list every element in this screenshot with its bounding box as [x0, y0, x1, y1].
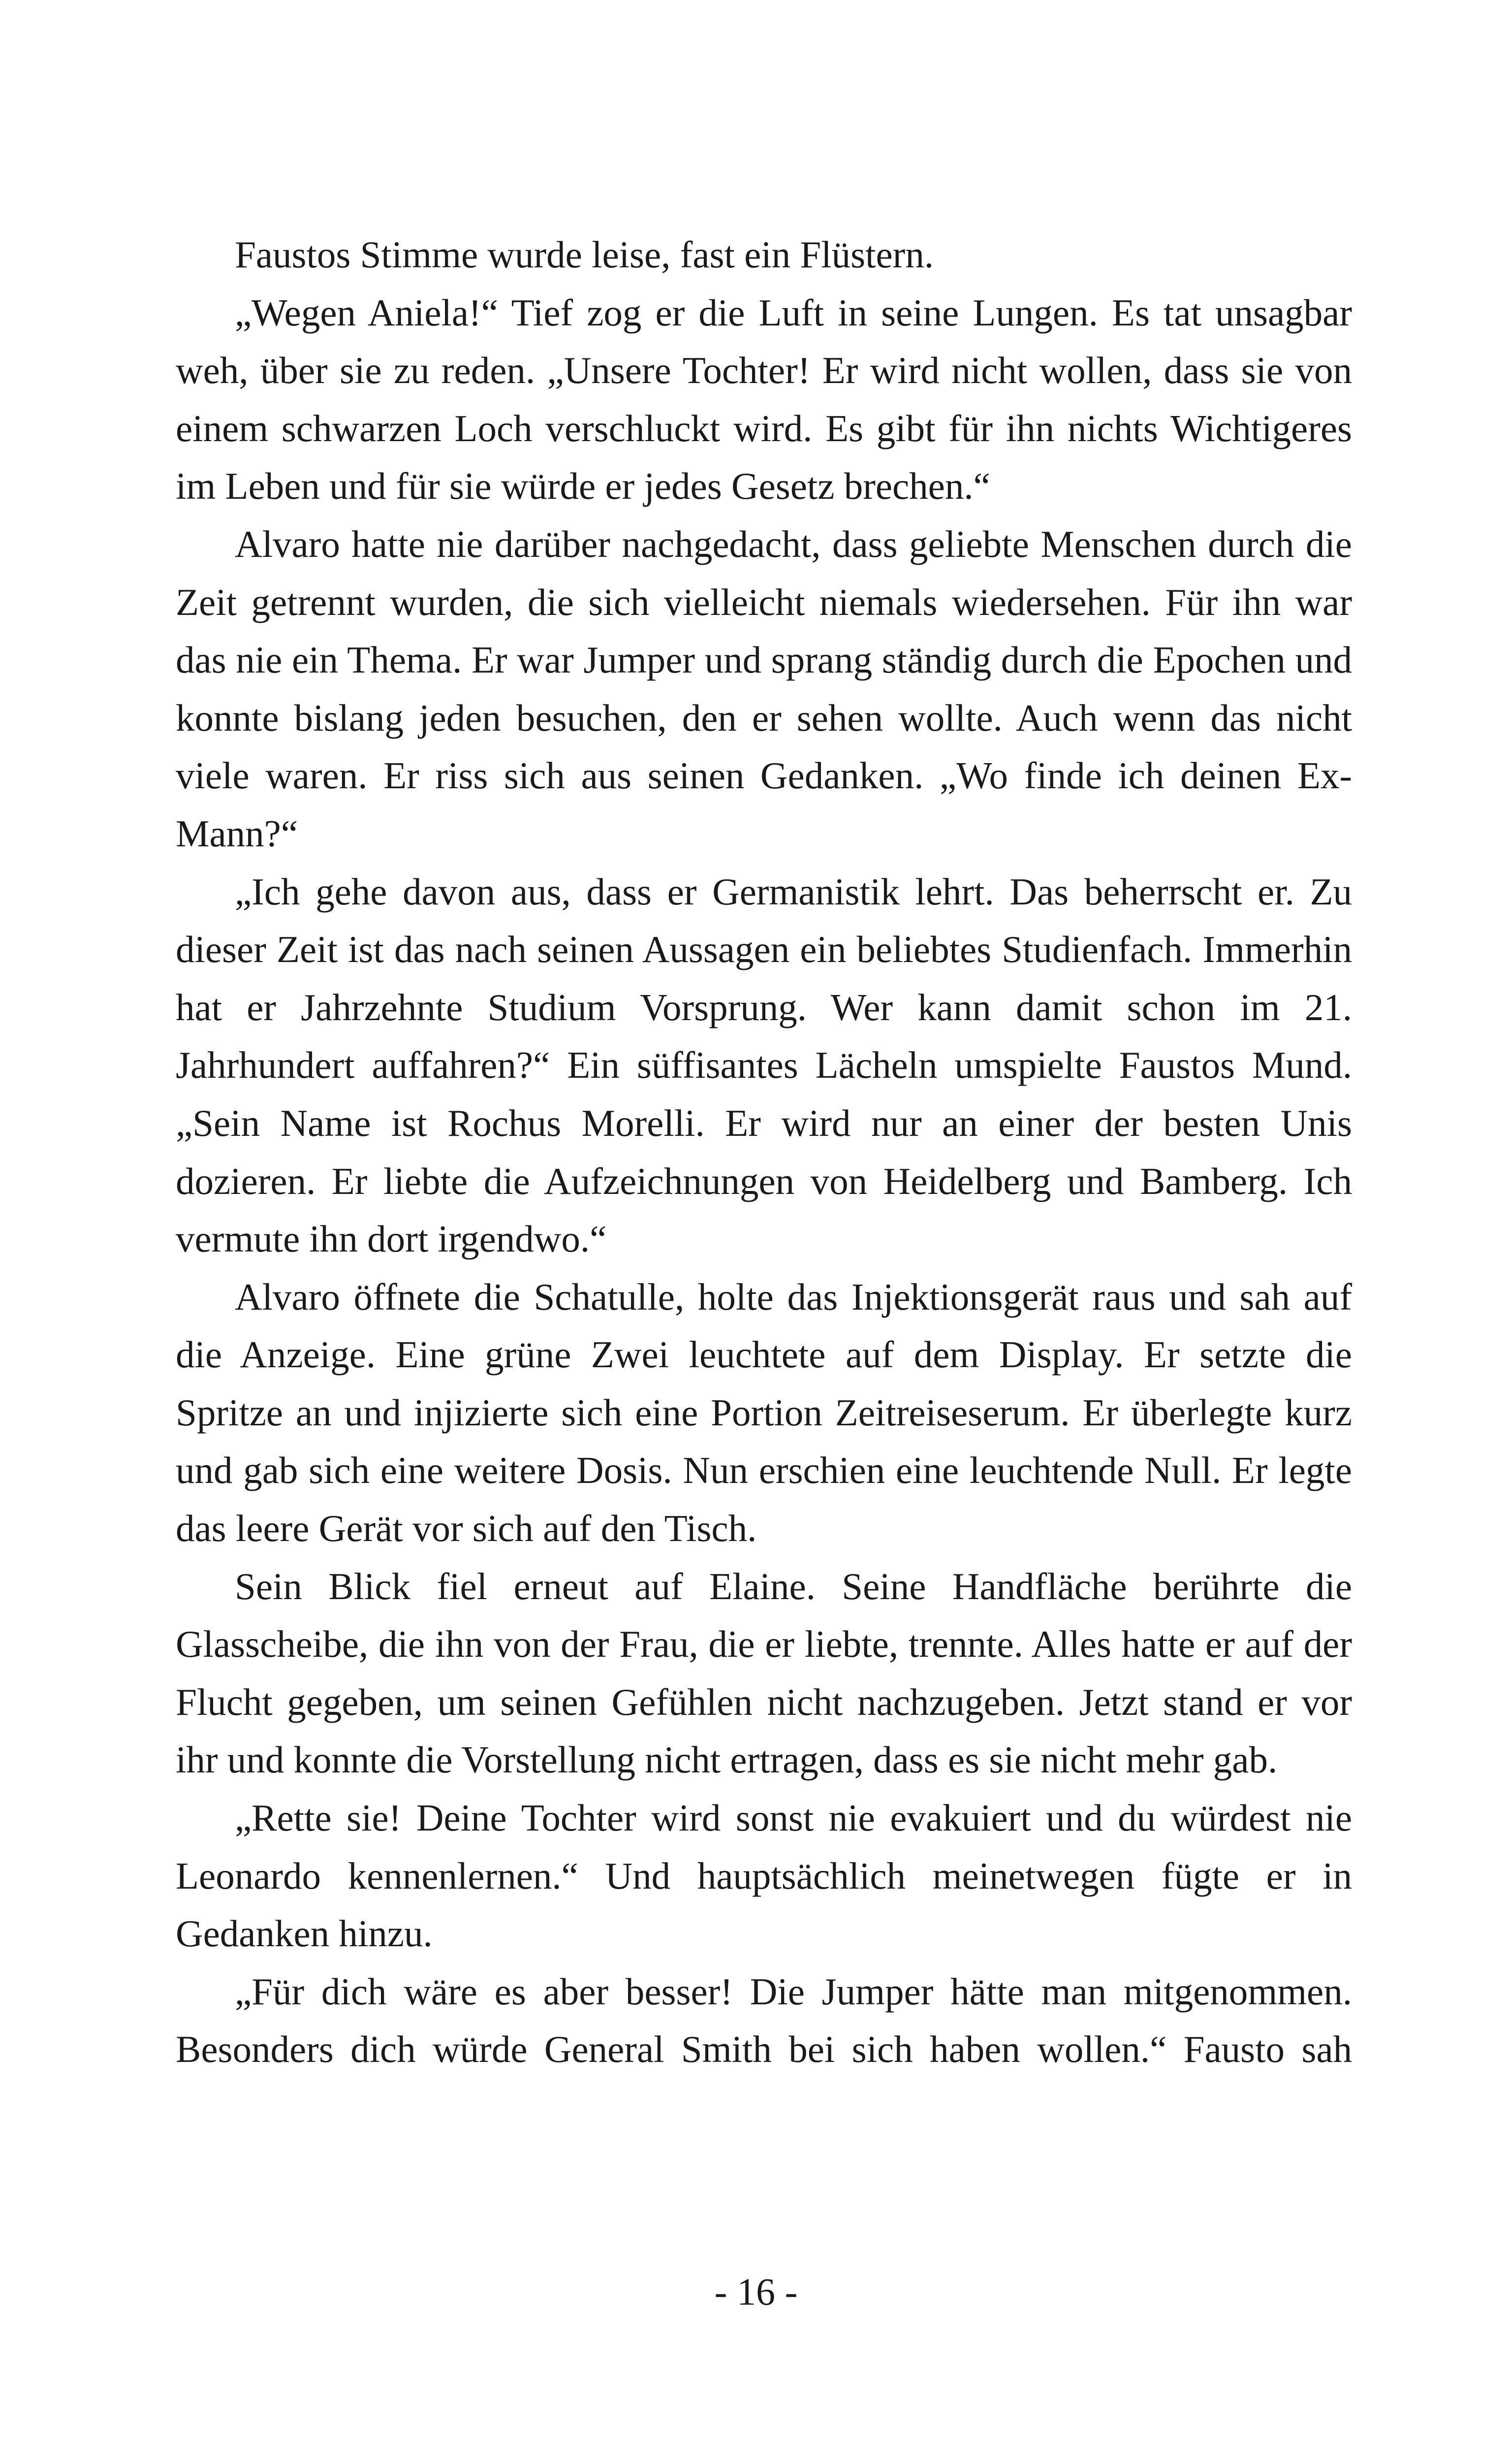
page-body — [176, 226, 1352, 2079]
paragraph: Alvaro hatte nie darüber nachgedacht, dass geliebte Menschen durch die Zeit getrennt wurden, die sich vielleicht niemals wiedersehen. Für ihn war das nie ein Thema. Er war Jumper und sprang ständig durch die Epochen und konnte bislang jeden besuchen, den er sehen wollte. Auch wenn das nicht viele waren. Er riss sich aus seinen Gedanken. „Wo finde ich deinen Ex-Mann?“ — [176, 522, 1352, 855]
page-number: - 16 - — [714, 2270, 798, 2313]
paragraph: Faustos Stimme wurde leise, fast ein Flüstern. — [235, 233, 934, 276]
paragraph: „Rette sie! Deine Tochter wird sonst nie evakuiert und du würdest nie Leonardo kennenlernen.“ Und hauptsächlich meinetwegen fügte er in Gedanken hinzu. — [176, 1797, 1352, 1955]
paragraph-last: „Für dich wäre es aber besser! Die Jumper hätte man mitgenommen. Besonders dich würde General Smith bei sich haben wollen.“ Fausto sah — [176, 1970, 1352, 2071]
paragraph: „Wegen Aniela!“ Tief zog er die Luft in seine Lungen. Es tat unsagbar weh, über sie zu reden. „Unsere Tochter! Er wird nicht wollen, dass sie von einem schwarzen Loch verschluckt wird. Es gibt für ihn nichts Wichtigeres im Leben und für sie würde er jedes Gesetz brechen.“ — [176, 291, 1352, 508]
paragraph: Alvaro öffnete die Schatulle, holte das Injektionsgerät raus und sah auf die Anzeige. Eine grüne Zwei leuchtete auf dem Display. Er setzte die Spritze an und injizierte sich eine Portion Zeitreiseserum. Er überlegte kurz und gab sich eine weitere Dosis. Nun erschien eine leuchtende Null. Er legte das leere Gerät vor sich auf den Tisch. — [176, 1275, 1352, 1550]
paragraph: „Ich gehe davon aus, dass er Germanistik lehrt. Das beherrscht er. Zu dieser Zeit ist das nach seinen Aussagen ein beliebtes Studienfach. Immerhin hat er Jahrzehnte Studium Vorsprung. Wer kann damit schon im 21. Jahrhundert auffahren?“ Ein süffisantes Lächeln umspielte Faustos Mund. „Sein Name ist Rochus Morelli. Er wird nur an einer der besten Unis dozieren. Er liebte die Aufzeichnungen von Heidelberg und Bamberg. Ich vermute ihn dort irgendwo.“ — [176, 870, 1352, 1260]
paragraph: Sein Blick fiel erneut auf Elaine. Seine Handfläche berührte die Glasscheibe, die ihn von der Frau, die er liebte, trennte. Alles hatte er auf der Flucht gegeben, um seinen Gefühlen nicht nachzugeben. Jetzt stand er vor ihr und konnte die Vorstellung nicht ertragen, dass es sie nicht mehr gab. — [176, 1565, 1352, 1781]
